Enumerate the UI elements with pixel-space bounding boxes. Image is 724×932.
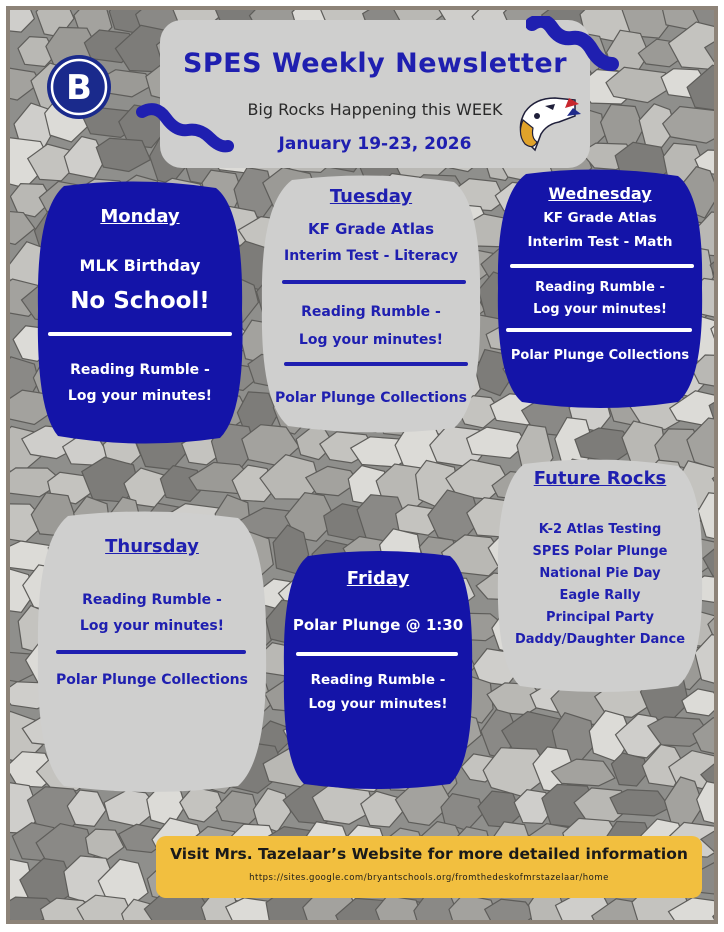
tuesday-line-3: Reading Rumble - <box>301 304 441 320</box>
future-rocks-item: National Pie Day <box>539 566 661 581</box>
future-rocks-item: SPES Polar Plunge <box>532 544 668 559</box>
footer-banner <box>156 836 702 898</box>
newsletter-subtitle: Big Rocks Happening this WEEK <box>247 100 503 119</box>
squiggle-decoration-left <box>134 102 234 158</box>
tuesday-line-5: Polar Plunge Collections <box>275 390 467 406</box>
thursday-line-3: Polar Plunge Collections <box>56 672 248 688</box>
wednesday-line-1: KF Grade Atlas <box>543 210 657 226</box>
future-rocks-item: K-2 Atlas Testing <box>538 522 662 537</box>
monday-line-4: Log your minutes! <box>67 388 213 404</box>
friday-line-2: Reading Rumble - <box>310 672 446 688</box>
tuesday-divider-1 <box>282 280 466 284</box>
future-rocks-item: Eagle Rally <box>559 588 641 603</box>
tuesday-line-1: KF Grade Atlas <box>307 220 435 238</box>
eagle-mascot-icon <box>515 94 581 156</box>
monday-heading: Monday <box>100 206 180 227</box>
future-rocks-item: Principal Party <box>546 610 654 625</box>
monday-line-1: MLK Birthday <box>79 256 201 275</box>
thursday-divider <box>56 650 246 654</box>
wednesday-line-4: Log your minutes! <box>533 302 667 317</box>
newsletter-title: SPES Weekly Newsletter <box>182 48 568 79</box>
wednesday-line-3: Reading Rumble - <box>535 280 665 295</box>
tuesday-heading: Tuesday <box>329 186 413 207</box>
bryant-b-logo <box>46 54 112 120</box>
thursday-card <box>34 510 270 794</box>
newsletter-frame <box>6 6 718 924</box>
monday-line-3: Reading Rumble - <box>70 362 210 378</box>
footer-website-link[interactable]: https://sites.google.com/bryantschools.org/fromthedeskofmrstazelaar/home <box>249 873 609 883</box>
wednesday-line-2: Interim Test - Math <box>527 234 673 250</box>
friday-card <box>280 548 476 792</box>
svg-text:B: B <box>66 68 92 108</box>
thursday-line-1: Reading Rumble - <box>82 592 222 608</box>
wednesday-card <box>494 168 706 410</box>
wednesday-heading: Wednesday <box>548 184 652 203</box>
friday-divider <box>296 652 458 656</box>
tuesday-line-4: Log your minutes! <box>298 332 444 348</box>
friday-heading: Friday <box>346 568 410 589</box>
monday-divider <box>48 332 232 336</box>
wednesday-divider-1 <box>510 264 694 268</box>
friday-line-3: Log your minutes! <box>308 696 448 712</box>
monday-card <box>34 180 246 446</box>
newsletter-dates: January 19-23, 2026 <box>278 134 472 154</box>
thursday-heading: Thursday <box>105 536 199 557</box>
tuesday-divider-2 <box>284 362 468 366</box>
future-rocks-heading: Future Rocks <box>533 468 667 489</box>
future-rocks-item: Daddy/Daughter Dance <box>514 632 686 647</box>
wednesday-divider-2 <box>506 328 692 332</box>
thursday-line-2: Log your minutes! <box>79 618 225 634</box>
monday-no-school: No School! <box>70 288 210 314</box>
wednesday-line-5: Polar Plunge Collections <box>510 348 690 363</box>
tuesday-card <box>258 174 484 434</box>
friday-line-1: Polar Plunge @ 1:30 <box>292 616 464 634</box>
squiggle-decoration-top <box>526 16 622 82</box>
tuesday-line-2: Interim Test - Literacy <box>284 248 458 264</box>
footer-message: Visit Mrs. Tazelaar’s Website for more detailed information <box>170 845 688 863</box>
future-rocks-card <box>494 458 706 694</box>
